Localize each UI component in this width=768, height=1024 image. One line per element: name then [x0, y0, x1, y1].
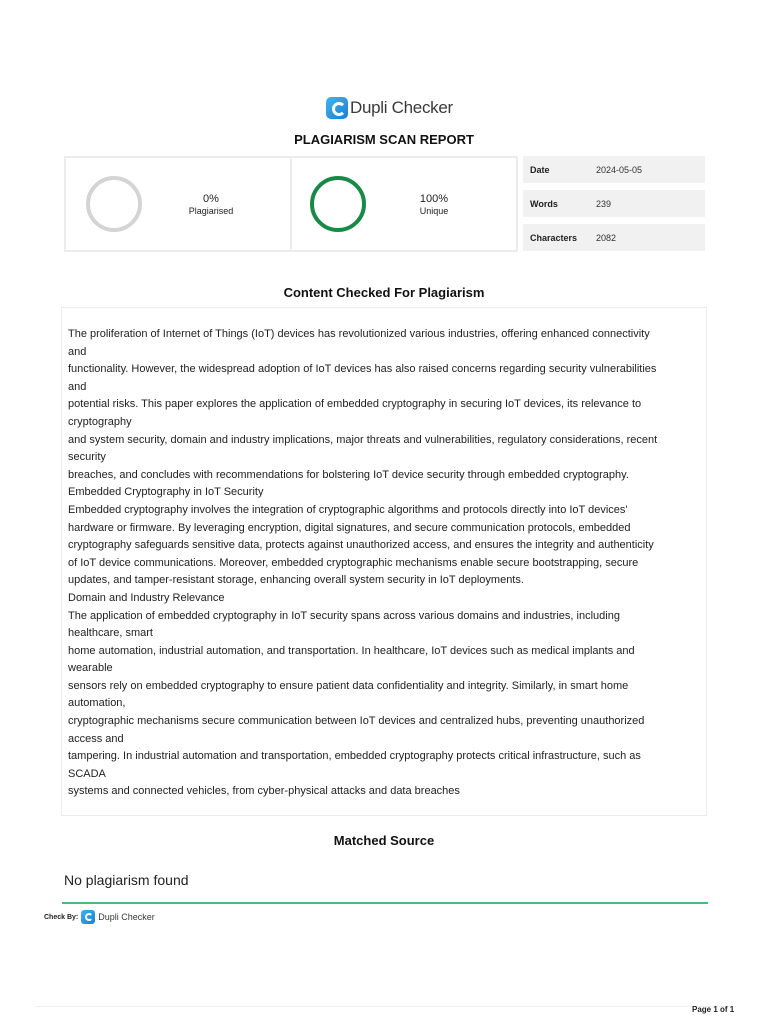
content-line: hardware or firmware. By leveraging encryption, digital signatures, and secure communication protocols, embedded — [68, 521, 631, 534]
unique-percent: 100% — [419, 193, 449, 205]
content-line: home automation, industrial automation, and transportation. In healthcare, IoT devices such as medical implants and — [68, 644, 635, 657]
meta-value: 2082 — [596, 232, 617, 243]
unique-stat — [290, 158, 516, 250]
content-line: updates, and tamper-resistant storage, enhancing overall system security in IoT deployments. — [68, 574, 524, 587]
checked-content-box — [61, 307, 707, 816]
content-line: and — [68, 380, 87, 393]
content-line: automation, — [68, 697, 126, 710]
meta-key: Words — [530, 198, 558, 209]
content-line: tampering. In industrial automation and transportation, embedded cryptography protects critical infrastructure, such as — [68, 750, 641, 763]
content-line: cryptographic mechanisms secure communication between IoT devices and centralized hubs, preventing unauthorized — [68, 715, 645, 728]
plagiarised-text — [166, 193, 256, 216]
content-line: breaches, and concludes with recommendations for bolstering IoT device security through embedded cryptography. — [68, 468, 629, 481]
content-line: The application of embedded cryptography in IoT security spans across various domains and industries, including — [68, 609, 620, 622]
meta-key: Characters — [530, 232, 578, 243]
check-by-label: Check By: — [44, 913, 79, 921]
plagiarised-stat — [66, 158, 290, 250]
content-line: wearable — [68, 662, 113, 675]
content-line: Embedded cryptography involves the integration of cryptographic algorithms and protocols directly into IoT devices' — [68, 503, 628, 516]
content-line: security — [68, 451, 106, 464]
meta-row-words — [523, 190, 705, 217]
logo-text: Dupli Checker — [350, 98, 453, 117]
meta-row-date — [523, 156, 705, 183]
small-logo-text: Dupli Checker — [98, 912, 155, 922]
unique-text — [389, 193, 479, 216]
unique-ring-icon — [310, 176, 366, 232]
report-title: PLAGIARISM SCAN REPORT — [294, 132, 474, 147]
content-line: functionality. However, the widespread adoption of IoT devices has also raised concerns regarding security vulnerabilities — [68, 363, 657, 376]
plagiarised-label: Plagiarised — [188, 206, 234, 216]
divider — [62, 902, 708, 904]
content-line: Embedded Cryptography in IoT Security — [68, 486, 264, 499]
meta-key: Date — [530, 164, 550, 175]
plagiarised-percent: 0% — [203, 193, 219, 205]
page-number: Page 1 of 1 — [692, 1005, 735, 1014]
meta-row-characters — [523, 224, 705, 251]
duplichecker-small-logo-icon — [81, 910, 95, 924]
duplichecker-logo — [326, 96, 453, 120]
content-text — [68, 326, 700, 801]
content-line: systems and connected vehicles, from cyber-physical attacks and data breaches — [68, 785, 460, 798]
content-line: SCADA — [68, 767, 106, 780]
content-line: of IoT device communications. Moreover, embedded cryptographic mechanisms enable secure bootstrapping, secure — [68, 556, 639, 569]
content-line: sensors rely on embedded cryptography to ensure patient data confidentiality and integrity. Similarly, in smart home — [68, 679, 629, 692]
no-plagiarism-message: No plagiarism found — [64, 872, 189, 888]
duplichecker-logo-icon — [326, 97, 348, 119]
content-line: cryptography safeguards sensitive data, protects against unauthorized access, and ensures the integrity and authenticity — [68, 539, 654, 552]
meta-value: 2024-05-05 — [596, 164, 643, 175]
content-line: Domain and Industry Relevance — [68, 591, 225, 604]
footer-divider — [36, 1006, 736, 1007]
content-line: cryptography — [68, 415, 132, 428]
content-line: healthcare, smart — [68, 627, 153, 640]
content-line: and system security, domain and industry implications, major threats and vulnerabilities, regulatory considerations, recent — [68, 433, 658, 446]
matched-source-title: Matched Source — [333, 833, 435, 848]
content-line: access and — [68, 732, 124, 745]
meta-table — [523, 156, 705, 258]
unique-label: Unique — [419, 206, 449, 216]
content-line: and — [68, 345, 87, 358]
meta-value: 239 — [596, 198, 612, 209]
check-by — [44, 909, 155, 925]
plagiarised-ring-icon — [86, 176, 142, 232]
stats-box — [64, 156, 518, 252]
content-line: The proliferation of Internet of Things (IoT) devices has revolutionized various industries, offering enhanced connectivity — [68, 328, 650, 340]
content-section-title: Content Checked For Plagiarism — [283, 285, 485, 300]
content-line: potential risks. This paper explores the application of embedded cryptography in securing IoT devices, its relevance to — [68, 398, 642, 411]
